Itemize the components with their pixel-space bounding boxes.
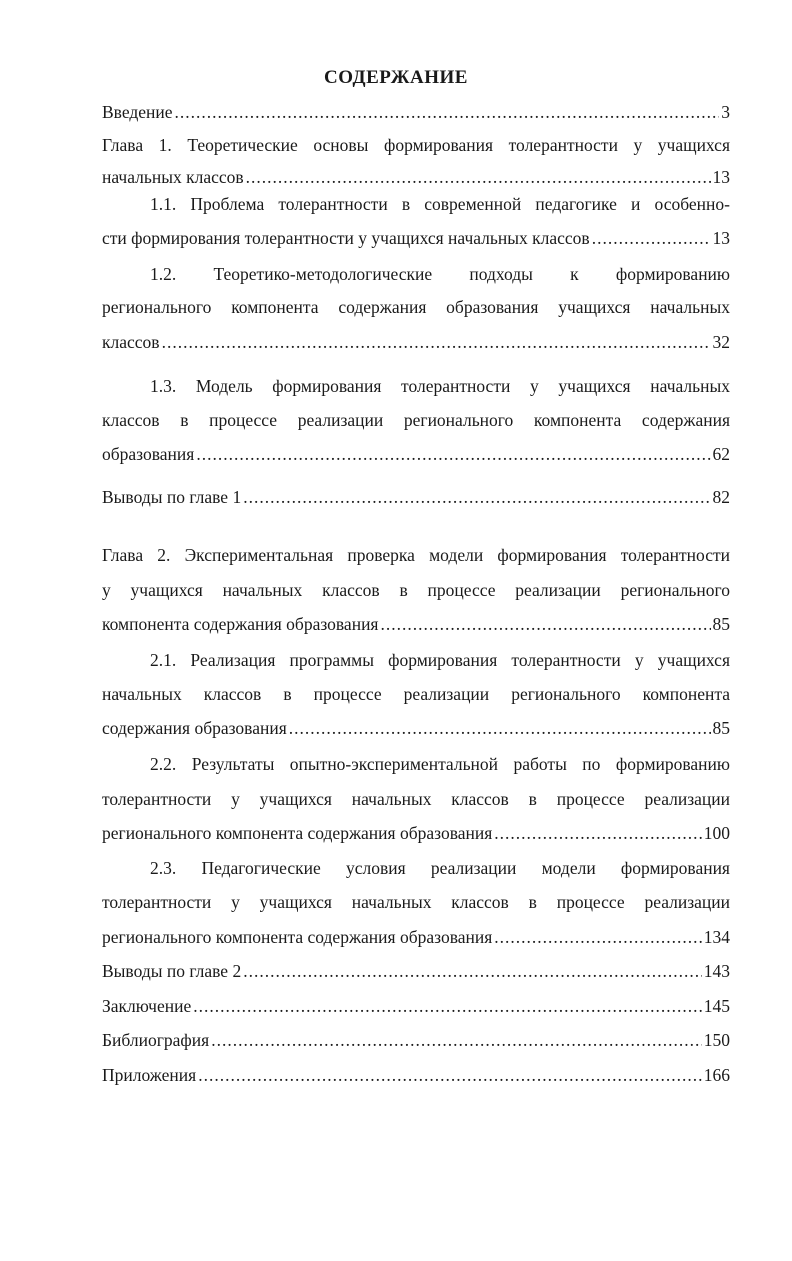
toc-entry-section-2-3 — [102, 925, 730, 949]
toc-entry-section-2-2-line-1: 2.2. Результаты опытно-экспериментальной работы по формированию — [150, 754, 730, 774]
toc-entry-label: Библиография — [102, 1030, 210, 1050]
toc-leader-dots — [494, 821, 701, 845]
toc-entry-section-2-1-line-2: начальных классов в процессе реализации регионального компонента — [102, 684, 730, 704]
toc-page-number: 32 — [712, 332, 730, 352]
toc-page-number: 145 — [703, 996, 730, 1016]
toc-leader-dots — [380, 612, 710, 636]
toc-page-number: 134 — [703, 927, 730, 947]
toc-entry-section-2-3-line-2: толерантности у учащихся начальных классов в процессе реализации — [102, 892, 730, 912]
toc-entry-section-2-2-line-2: толерантности у учащихся начальных классов в процессе реализации — [102, 789, 730, 809]
toc-page-number: 100 — [703, 823, 730, 843]
toc-page-number: 85 — [712, 614, 730, 634]
toc-leader-dots — [243, 959, 702, 983]
toc-page-number: 150 — [703, 1030, 730, 1050]
toc-entry-label: образования — [102, 444, 195, 464]
toc-entry-section-2-1 — [102, 716, 730, 740]
toc-entry-conclusions-2 — [102, 959, 730, 983]
page-title: СОДЕРЖАНИЕ — [324, 67, 468, 88]
toc-entry-label: Заключение — [102, 996, 192, 1016]
toc-entry-section-2-2 — [102, 821, 730, 845]
toc-entry-label: Выводы по главе 2 — [102, 961, 242, 981]
toc-leader-dots — [246, 165, 711, 189]
toc-leader-dots — [289, 716, 711, 740]
toc-entry-bibliography — [102, 1028, 730, 1052]
toc-page-number: 166 — [703, 1065, 730, 1085]
toc-entry-label: Введение — [102, 102, 173, 122]
toc-entry-label: Приложения — [102, 1065, 197, 1085]
toc-entry-chapter-2-line-1: Глава 2. Экспериментальная проверка модели формирования толерантности — [102, 545, 730, 565]
toc-entry-chapter-2 — [102, 612, 730, 636]
toc-entry-label: сти формирования толерантности у учащихся начальных классов — [102, 228, 590, 248]
toc-entry-appendices — [102, 1063, 730, 1087]
toc-leader-dots — [211, 1028, 702, 1052]
toc-entry-chapter-2-line-2: у учащихся начальных классов в процессе реализации регионального — [102, 580, 730, 600]
toc-entry-conclusions-1 — [102, 485, 730, 509]
toc-entry-conclusion — [102, 994, 730, 1018]
toc-page-number: 62 — [712, 444, 730, 464]
toc-page-number: 85 — [712, 718, 730, 738]
toc-entry-section-1-1 — [102, 226, 730, 250]
toc-entry-label: Выводы по главе 1 — [102, 487, 242, 507]
toc-entry-section-1-3-line-2: классов в процессе реализации регионального компонента содержания — [102, 410, 730, 430]
toc-leader-dots — [175, 100, 720, 124]
toc-leader-dots — [193, 994, 702, 1018]
toc-entry-chapter-1 — [102, 165, 730, 189]
toc-page-number: 13 — [712, 228, 730, 248]
toc-entry-label: начальных классов — [102, 167, 244, 187]
toc-page-number: 13 — [712, 167, 730, 187]
toc-entry-section-2-3-line-1: 2.3. Педагогические условия реализации модели формирования — [150, 858, 730, 878]
toc-page-number: 3 — [721, 102, 730, 122]
toc-page-number: 143 — [703, 961, 730, 981]
toc-leader-dots — [592, 226, 711, 250]
toc-leader-dots — [494, 925, 701, 949]
toc-entry-label: регионального компонента содержания образования — [102, 927, 493, 947]
toc-entry-intro — [102, 100, 730, 124]
toc-entry-label: содержания образования — [102, 718, 287, 738]
toc-entry-section-1-3 — [102, 442, 730, 466]
toc-entry-section-1-2-line-1: 1.2. Теоретико-методологические подходы к формированию — [150, 264, 730, 284]
toc-entry-label: компонента содержания образования — [102, 614, 379, 634]
toc-entry-section-1-1-line-1: 1.1. Проблема толерантности в современной педагогике и особенно- — [150, 194, 730, 214]
toc-entry-section-1-3-line-1: 1.3. Модель формирования толерантности у учащихся начальных — [150, 376, 730, 396]
toc-entry-section-1-2-line-2: регионального компонента содержания образования учащихся начальных — [102, 297, 730, 317]
toc-entry-section-2-1-line-1: 2.1. Реализация программы формирования толерантности у учащихся — [150, 650, 730, 670]
toc-leader-dots — [196, 442, 710, 466]
toc-page-number: 82 — [712, 487, 730, 507]
toc-entry-chapter-1-line-1: Глава 1. Теоретические основы формирования толерантности у учащихся — [102, 135, 730, 155]
toc-entry-label: регионального компонента содержания образования — [102, 823, 493, 843]
toc-entry-label: классов — [102, 332, 160, 352]
toc-entry-section-1-2 — [102, 330, 730, 354]
toc-leader-dots — [243, 485, 710, 509]
toc-leader-dots — [162, 330, 711, 354]
toc-leader-dots — [198, 1063, 702, 1087]
